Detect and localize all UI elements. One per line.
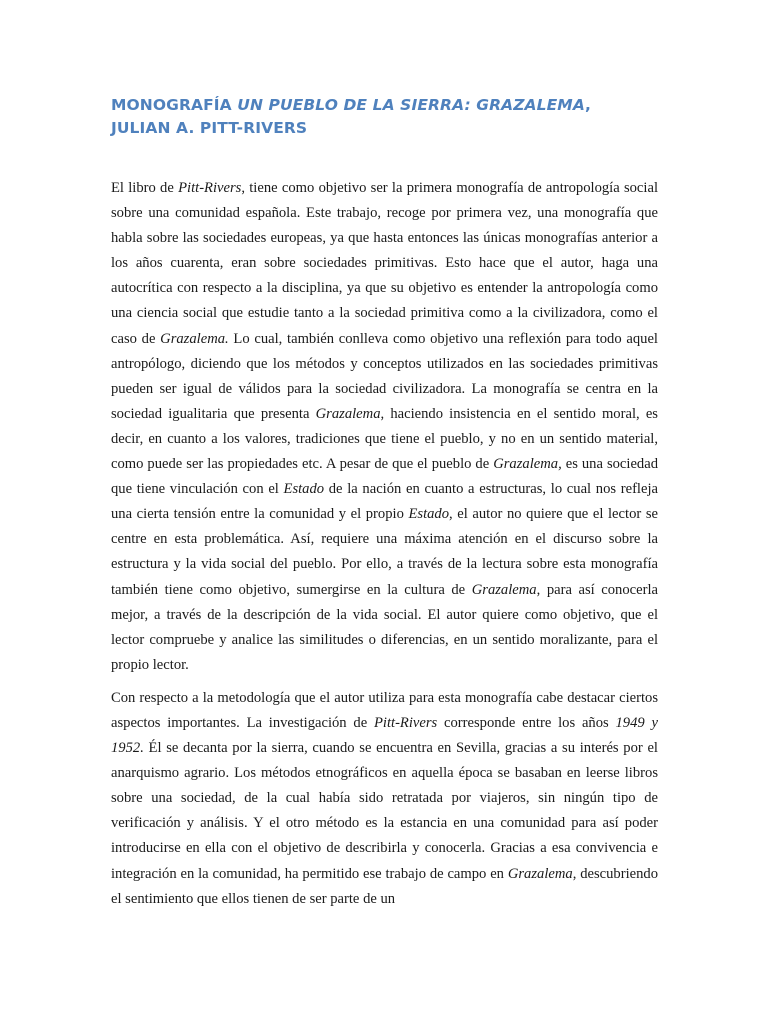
p1-italic: Grazalema. — [160, 330, 229, 347]
p1-italic: Pitt-Rivers — [178, 180, 242, 196]
p1-italic: Estado — [408, 506, 450, 523]
p1-text: de la nación en cuanto a estructuras, lo cual nos refleja una cierta tensión entre la comunidad y el propio — [111, 481, 658, 523]
title-part1: MONOGRAFÍA — [111, 96, 238, 114]
p2-text: Él se decanta por la sierra, cuando se encuentra en Sevilla, gracias a su interés por el anarquismo agrario. Los métodos etnográficos en aquella época se basaban en leerse libros sobre una sociedad, de la cual había sido retratada por viajeros, sin ningún tipo de verificación y análisis. Y el otro método es la estancia en una comunidad para así poder introducirse en ella con el objetivo de describirla y conocerla. Gracias a esa convivencia e integración en la comunidad, ha permitido ese trabajo de campo en — [111, 740, 658, 882]
paragraph-2 — [111, 686, 658, 912]
document-title — [111, 94, 671, 140]
p1-italic: Grazalema — [315, 405, 381, 422]
p2-text: corresponde entre los años — [437, 714, 616, 731]
p1-text: El libro de — [111, 180, 179, 196]
p2-italic: Grazalema — [507, 865, 573, 882]
p1-text: , para así conocerla mejor, a través de la descripción de la vida social. El autor quiere como objetivo, que el lector compruebe y analice las similitudes o diferencias, en un sentido moralizante, para el propio lector. — [111, 581, 658, 673]
p2-italic: Pitt-Rivers — [373, 714, 438, 731]
p1-text: , el autor no quiere que el lector se centre en esta problemática. Así, requiere una máxima atención en el discurso sobre la estructura y la vida social del pueblo. Por ello, a través de la lectura sobre esta monografía también tiene como objetivo, sumergirse en la cultura de — [111, 506, 658, 598]
p2-italic: 1949 y 1952. — [111, 714, 658, 757]
p1-italic: Grazalema — [471, 581, 537, 598]
p1-text: Lo cual, también conlleva como objetivo una reflexión para todo aquel antropólogo, diciendo que los métodos y conceptos utilizados en las sociedades primitivas pueden ser igual de válidos para la sociedad civilizadora. La monografía se centra en la sociedad igualitaria que presenta — [111, 330, 658, 422]
document-body — [111, 176, 658, 920]
p2-text: Con respecto a la metodología que el autor utiliza para esta monografía cabe destacar ciertos aspectos importantes. La investigación de — [111, 689, 658, 731]
title-part2-italic: UN PUEBLO DE LA SIERRA: GRAZALEMA — [237, 96, 585, 114]
p1-text: es una sociedad que tiene vinculación con el — [111, 456, 659, 498]
paragraph-1 — [111, 176, 658, 678]
p1-text: , tiene como objetivo ser la primera monografía de antropología social sobre una comunidad española. Este trabajo, recoge por primera vez, una monografía que habla sobre las sociedades europeas, ya que hasta entonces las únicas monografías anterior a los años cuarenta, eran sobre sociedades primitivas. Esto hace que el autor, haga una autocrítica con respecto a la disciplina, ya que su objetivo es entender la antropología como una ciencia social que estudie tanto a la sociedad primitiva como a la civilizadora, como el caso de — [111, 180, 658, 347]
title-part3: , — [584, 96, 591, 114]
p2-text: , descubriendo el sentimiento que ellos tienen de ser parte de un — [111, 865, 658, 907]
p1-text: , haciendo insistencia en el sentido moral, es decir, en cuanto a los valores, tradiciones que tiene el pueblo, y no en un sentido material, como puede ser las propiedades etc. A pesar de que el pueblo de — [111, 405, 658, 473]
p1-italic: Estado — [283, 481, 325, 498]
title-line2: JULIAN A. PITT-RIVERS — [111, 119, 308, 137]
p1-italic: Grazalema, — [493, 456, 562, 473]
